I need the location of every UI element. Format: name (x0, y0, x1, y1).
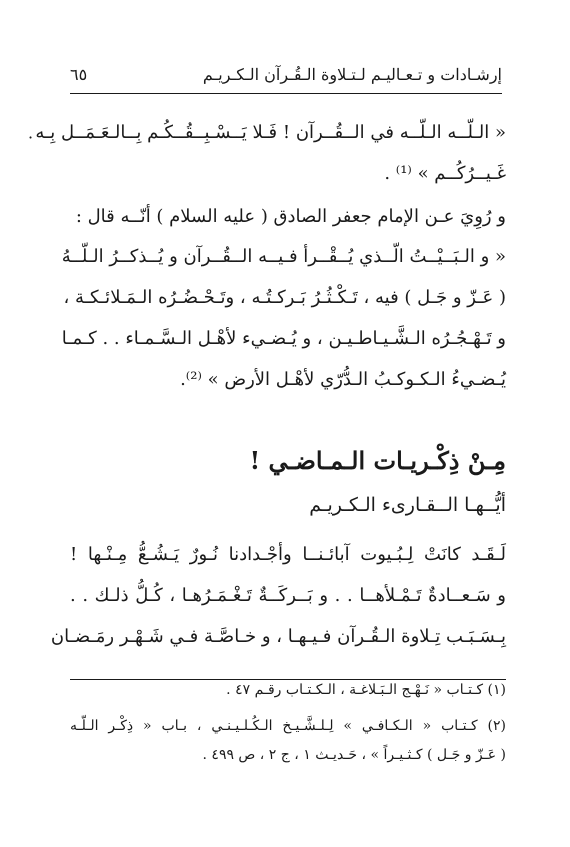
page-number: ٦٥ (70, 64, 88, 84)
footnote-2 (70, 712, 506, 770)
footnote-1: (١) كـتـاب « نَـهْـج الـبَـلاغـة ، الـكـتـاب رقـم ٤٧ . (226, 682, 506, 698)
quote-ali-line-2: غَـيــرُكُــم » ⁽¹⁾ . (384, 163, 506, 184)
quote-ali-line-1: « الـلّــه الـلّــه في الــقُــرآن ! فَـلا يَــسْـبِــقُــكُـم بِــالـعَـمَــل بِـه (35, 122, 506, 143)
quote-ali (35, 112, 506, 194)
section-paragraph (50, 534, 506, 657)
header-divider (70, 93, 502, 94)
section-heading: مِـنْ ذِكْـريـات الـمـاضـي ! (249, 446, 506, 475)
quote-sadiq-line-4: يُـضـيءُ الـكـوكـبُ الـدُّرّي لأهْـل الأرض » ⁽²⁾. (180, 369, 506, 390)
paragraph-line-1: لَـقَـد كانَتْ لِـبُـيوت آبائـنــا وأجْـدادنا نُـورٌ يَـشُـعُّ مِـنْـها ! (70, 544, 506, 565)
running-title: إرشـادات و تـعـاليـم لـتـلاوة الـقُـرآن الـكـريـم (202, 64, 502, 84)
page-header (70, 58, 502, 90)
paragraph-line-3: بِـسَـبَـب تِـلاوة الـقُـرآن فـيـهـا ، و خـاصَّـة فـي شَـهْـر رمَـضـان (50, 626, 506, 647)
quote-sadiq-line-2: ( عَـزّ و جَـل ) فيه ، تَـكْـثُـرُ بَـركـتُـه ، وتَـحْـضُـرُه الـمَـلائـكـة ، (63, 287, 506, 308)
paragraph-line-2: و سَـعــادةٌ تَـمْـلأهــا . . و بَــركَــةٌ تَـغْـمَـرُهـا ، كُـلُّ ذلـك . . (70, 585, 506, 606)
quote-sadiq (61, 236, 506, 400)
footnote-2-line-2: ( عَـزّ و جَـل ) كـثـيـراً » ، حَـديـث ١ ، ج ٢ ، ص ٤٩٩ . (202, 747, 506, 763)
footnote-2-line-1: (٢) كـتـاب « الـكـافـي » لِـلـشَّـيـخ الـكُـلـيـنـي ، بـاب « ذِكْـر الـلّـه (70, 718, 506, 734)
narration-line: و رُوِيَ عـن الإمام جعفر الصادق ( عليه السلام ) أنّــه قال : (75, 206, 506, 227)
section-subheading: أيُّــهـا الــقـارىء الـكـريـم (309, 494, 506, 516)
quote-sadiq-line-1: « و الـبَــيْــتُ الّــذي يُــقْــرأ فـيــه الــقُــرآن و يُــذكــرُ الـلّــهُ (61, 246, 506, 267)
bullet-mark: · (28, 128, 34, 147)
quote-sadiq-line-3: و تَـهْـجُـرُه الـشَّـيـاطـيـن ، و يُـضـيء لأهْـل الـسَّـمـاء . . كـمـا (61, 328, 506, 349)
